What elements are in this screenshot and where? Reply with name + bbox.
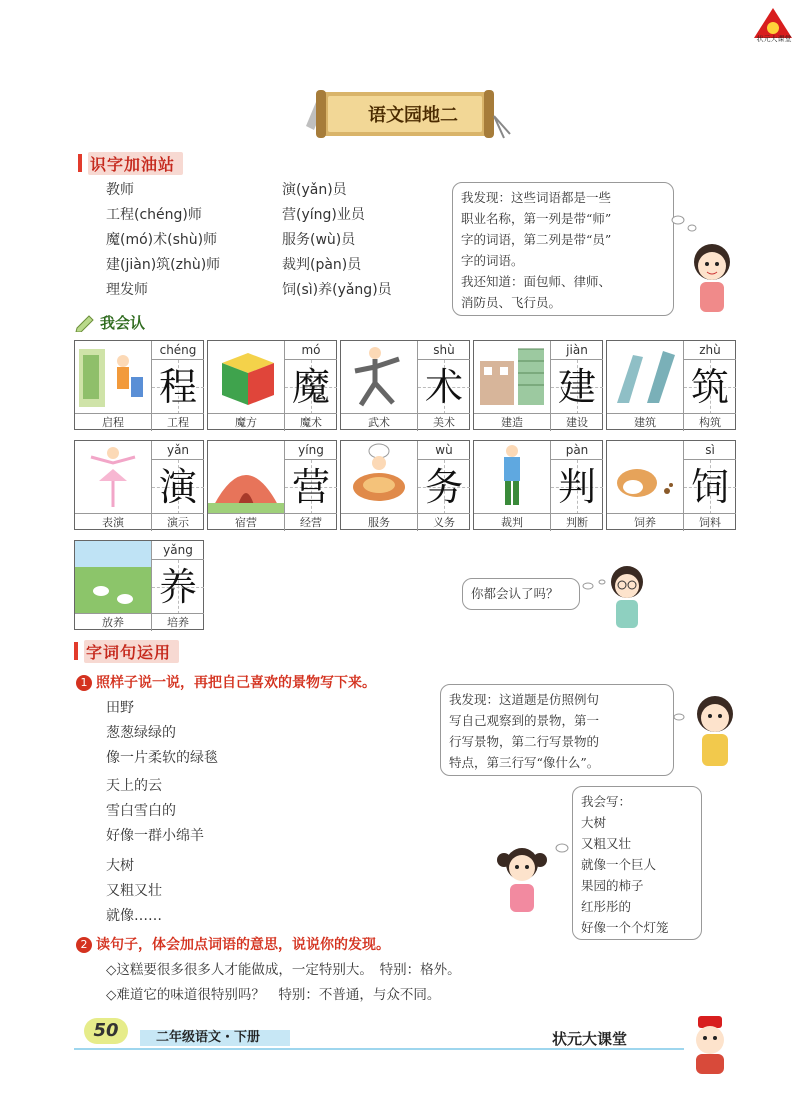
- list-item: 饲(sì)养(yǎng)员: [282, 282, 392, 298]
- grade-label: 二年级语文・下册: [140, 1030, 290, 1046]
- chef-icon: [341, 441, 418, 513]
- page-title: 语文园地二: [368, 105, 458, 126]
- char-card: 表演 yǎn 演 演示: [74, 440, 204, 530]
- speech-bubble-question: 你都会认了吗？: [462, 578, 580, 610]
- exercise-1-title: 1 照样子说一说，再把自己喜欢的景物写下来。: [76, 672, 376, 692]
- brand-label: 状元大课堂: [552, 1030, 628, 1048]
- section-header-literacy: 识字加油站: [78, 152, 183, 174]
- char-card: 建筑 zhù 筑 构筑: [606, 340, 736, 430]
- list-item: 服务(wù)员: [282, 232, 356, 248]
- grazing-sheep-icon: [75, 541, 152, 613]
- thought-dots-icon: [548, 840, 572, 860]
- char-card: 武术 shù 术 美术: [340, 340, 470, 430]
- speech-bubble-i-can-write: 我会写： 大树 又粗又壮 就像一个巨人 果园的柿子 红彤彤的 好像一个个灯笼: [572, 786, 702, 940]
- building-icon: [607, 341, 684, 413]
- poem-stanza: 天上的云 雪白雪白的 好像一群小绵羊: [106, 778, 204, 844]
- list-item: 魔(mó)术(shù)师: [106, 232, 218, 248]
- poem-stanza: 田野 葱葱绿绿的 像一片柔软的绿毯: [106, 700, 218, 766]
- list-item: 教师: [106, 182, 134, 198]
- martial-arts-icon: [341, 341, 418, 413]
- page-number: 50: [84, 1018, 128, 1044]
- word-list-teachers: [106, 178, 220, 303]
- list-item: 裁判(pàn)员: [282, 257, 362, 273]
- char-card: 魔方 mó 魔 魔术: [207, 340, 337, 430]
- char-card: 裁判 pàn 判 判断: [473, 440, 603, 530]
- exercise-2-title: 2 读句子，体会加点词语的意思，说说你的发现。: [76, 934, 390, 954]
- girl-character-icon: [684, 238, 740, 318]
- pencil-icon: [74, 312, 96, 332]
- char-card: 服务 wù 务 义务: [340, 440, 470, 530]
- construction-icon: [474, 341, 551, 413]
- section-header-usage: 字词句运用: [74, 640, 179, 662]
- tent-icon: [208, 441, 285, 513]
- hamster-icon: [607, 441, 684, 513]
- char-card: 启程 chéng 程 工程: [74, 340, 204, 430]
- section-header-recognize: 我会认: [100, 314, 146, 332]
- speech-bubble-discovery: 我发现：这些词语都是一些 职业名称，第一列是带“师” 字的词语，第二列是带“员” 字的词语。 我还知道：面包师、律师、 消防员、飞行员。: [452, 182, 674, 316]
- char-card: 建造 jiàn 建 建设: [473, 340, 603, 430]
- word-list-staff: [282, 178, 392, 303]
- char-card: 饲养 sì 饲 饲料: [606, 440, 736, 530]
- sentence-2: ◇难道它的味道很特别吗？ 特别：不普通，与众不同。: [106, 987, 441, 1003]
- referee-icon: [474, 441, 551, 513]
- list-item: 理发师: [106, 282, 148, 298]
- char-card: 宿营 yíng 营 经营: [207, 440, 337, 530]
- brand-logo-text: 状元大课堂: [756, 35, 792, 43]
- rubiks-cube-icon: [208, 341, 285, 413]
- list-item: 工程(chéng)师: [106, 207, 202, 223]
- list-item: 演(yǎn)员: [282, 182, 347, 198]
- travel-picture-icon: [75, 341, 152, 413]
- char-card: 放养 yǎng 养 培养: [74, 540, 204, 630]
- boy-character-icon: [604, 562, 650, 632]
- list-item: 建(jiàn)筑(zhù)师: [106, 257, 221, 273]
- mascot-icon: [680, 1014, 740, 1076]
- sentence-1: ◇这糕要很多很多人才能做成，一定特别大。 特别：格外。: [106, 962, 461, 978]
- list-item: 营(yíng)业员: [282, 207, 365, 223]
- boy-character-icon-2: [690, 692, 740, 772]
- girl-character-icon-2: [494, 842, 550, 916]
- poem-stanza: 大树 又粗又壮 就像……: [106, 858, 162, 924]
- thought-dots-icon: [670, 208, 722, 236]
- ballet-dancer-icon: [75, 441, 152, 513]
- speech-bubble-discovery-2: 我发现：这道题是仿照例句 写自己观察到的景物，第一 行写景物，第二行写景物的 特点，第三行写“像什么”。: [440, 684, 674, 776]
